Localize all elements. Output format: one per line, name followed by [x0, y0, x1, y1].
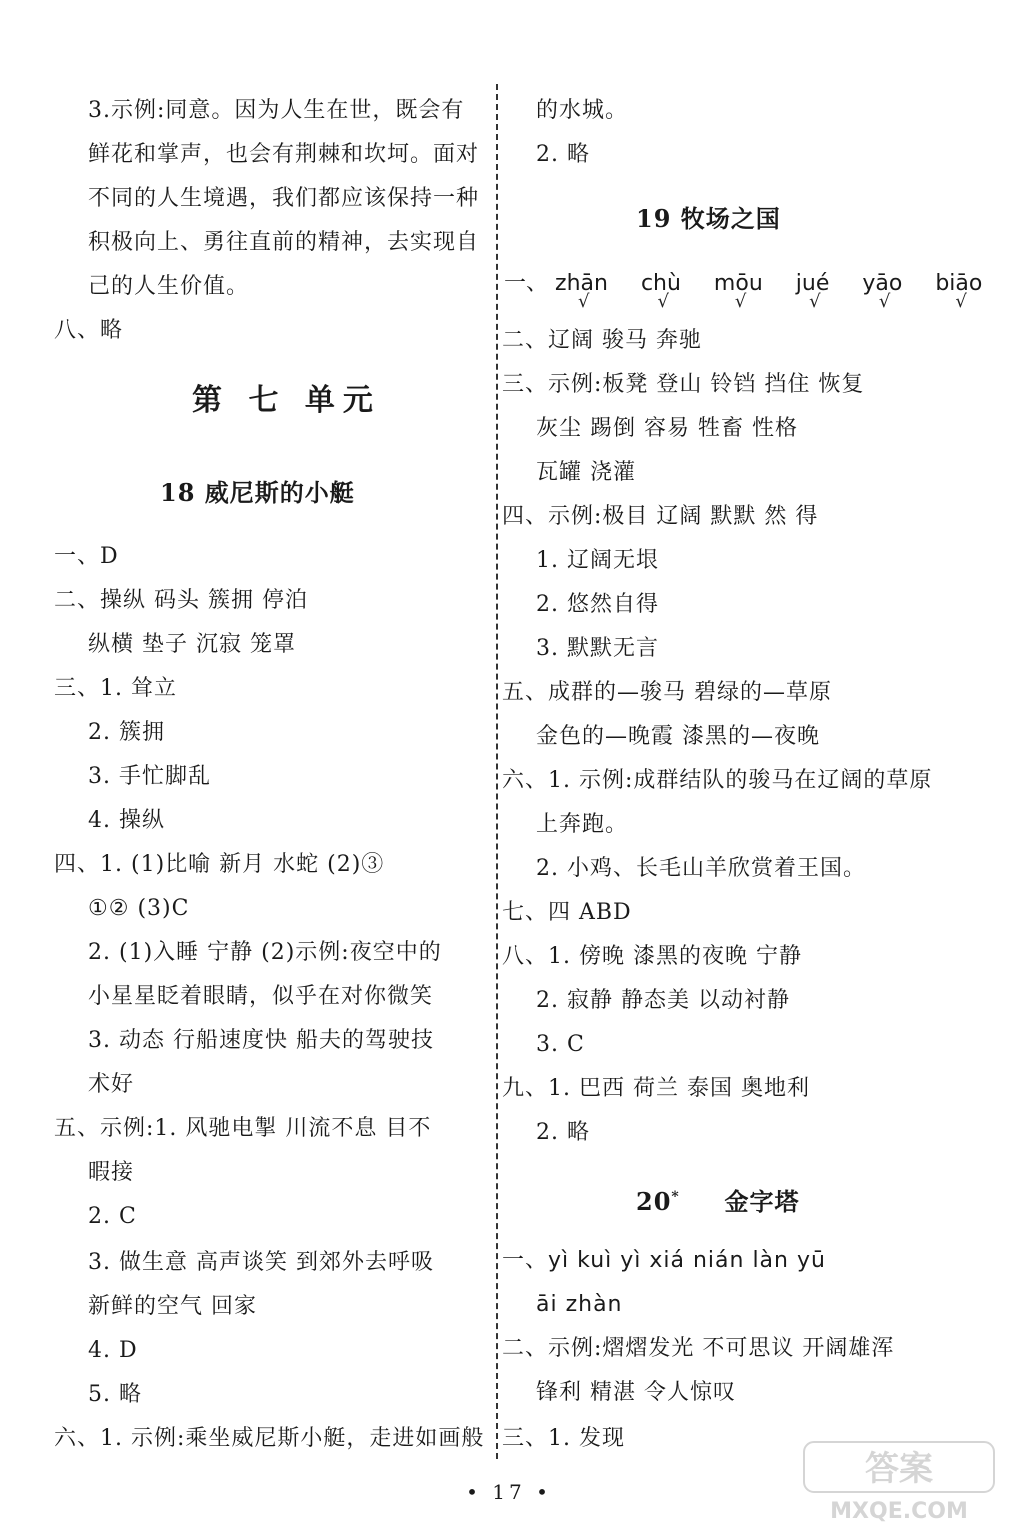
answer-line: 上奔跑。: [536, 812, 629, 837]
answer-line: 2. 略: [536, 1120, 590, 1145]
watermark-logo: [794, 1436, 1004, 1526]
answer-line: ①② (3)C: [88, 896, 190, 921]
answer-line: 新鲜的空气 回家: [88, 1294, 257, 1319]
answer-line: 四、示例:极目 辽阔 默默 然 得: [502, 504, 819, 529]
answer-line: 2. 悠然自得: [536, 592, 659, 617]
answer-line: 2. 略: [536, 142, 590, 167]
pinyin-choice: yāo √: [862, 271, 903, 312]
pinyin-choice: jué √: [795, 271, 830, 312]
lesson-title: 18 威尼斯的小艇: [160, 478, 355, 507]
answer-line: 三、1. 发现: [502, 1426, 625, 1451]
column-divider: [496, 84, 498, 1459]
answer-line: 术好: [88, 1072, 135, 1097]
answer-line: 六、1. 示例:乘坐威尼斯小艇，走进如画般: [54, 1426, 485, 1451]
page-number: • 17 •: [466, 1480, 552, 1504]
check-icon: √: [809, 291, 821, 312]
lesson-number: 20: [636, 1187, 672, 1216]
answer-line: 2. (1)入睡 宁静 (2)示例:夜空中的: [88, 940, 442, 965]
answer-line: 2. 小鸡、长毛山羊欣赏着王国。: [536, 856, 866, 881]
answer-line: 八、1. 傍晚 漆黑的夜晚 宁静: [502, 944, 802, 969]
pinyin-choice: chù √: [640, 271, 681, 312]
answer-line: 四、1. (1)比喻 新月 水蛇 (2)③: [54, 852, 385, 877]
answer-line: 二、操纵 码头 簇拥 停泊: [54, 588, 308, 613]
watermark-top: 答案: [865, 1449, 933, 1489]
answer-line: 5. 略: [88, 1382, 142, 1407]
answer-line: 1. 辽阔无垠: [536, 548, 659, 573]
answer-line: 3. 做生意 高声谈笑 到郊外去呼吸: [88, 1250, 434, 1275]
answer-line: 鲜花和掌声，也会有荆棘和坎坷。面对: [88, 142, 480, 167]
item-prefix: 一、: [504, 271, 549, 296]
pinyin-choice: mōu √: [713, 271, 763, 312]
pinyin-row: [504, 266, 1008, 312]
answer-line: 八、略: [54, 318, 124, 343]
answer-line: 二、示例:熠熠发光 不可思议 开阔雄浑: [502, 1336, 895, 1361]
answer-line: 4. D: [88, 1338, 138, 1363]
answer-line: 3. 动态 行船速度快 船夫的驾驶技: [88, 1028, 434, 1053]
check-icon: √: [734, 291, 747, 312]
pinyin-choice: biāo √: [935, 271, 983, 312]
check-icon: √: [657, 291, 669, 312]
answer-line: 2. 簇拥: [88, 720, 165, 745]
answer-line: āi zhàn: [536, 1292, 623, 1317]
answer-line: 的水城。: [536, 98, 629, 123]
answer-line: 2. 寂静 静态美 以动衬静: [536, 988, 790, 1013]
unit-title: 第 七 单元: [192, 383, 381, 418]
answer-line: 不同的人生境遇，我们都应该保持一种: [88, 186, 480, 211]
watermark-bottom: MXQE.COM: [830, 1499, 968, 1524]
pinyin-choice: zhān √: [555, 271, 608, 312]
answer-line: 3. 默默无言: [536, 636, 659, 661]
answer-line: 二、辽阔 骏马 奔驰: [502, 328, 702, 353]
answer-line: 暇接: [88, 1160, 135, 1185]
lesson-name: 金字塔: [724, 1187, 800, 1216]
answer-line: 锋利 精湛 令人惊叹: [536, 1380, 736, 1405]
answer-line: 三、1. 耸立: [54, 676, 177, 701]
answer-line: 灰尘 踢倒 容易 牲畜 性格: [536, 416, 798, 441]
answer-line: 九、1. 巴西 荷兰 泰国 奥地利: [502, 1076, 810, 1101]
answer-line: 3.示例:同意。因为人生在世，既会有: [88, 98, 465, 123]
answer-line: 3. 手忙脚乱: [88, 764, 211, 789]
answer-line: 积极向上、勇往直前的精神，去实现自: [88, 230, 480, 255]
check-icon: √: [878, 291, 891, 312]
answer-line: 小星星眨着眼睛，似乎在对你微笑: [88, 984, 434, 1009]
check-icon: √: [578, 291, 590, 312]
answer-line: 五、成群的—骏马 碧绿的—草原: [502, 680, 832, 705]
answer-line: 七、四 ABD: [502, 900, 632, 925]
answer-line: 纵横 垫子 沉寂 笼罩: [88, 632, 296, 657]
answer-line: 五、示例:1. 风驰电掣 川流不息 目不: [54, 1116, 432, 1141]
answer-line: 3. C: [536, 1032, 585, 1057]
lesson-title: [636, 1182, 799, 1217]
lesson-title: 19 牧场之国: [636, 204, 781, 233]
answer-line: 己的人生价值。: [88, 274, 250, 299]
answer-line: 4. 操纵: [88, 808, 165, 833]
answer-line: 六、1. 示例:成群结队的骏马在辽阔的草原: [502, 768, 933, 793]
answer-line: 一、yì kuì yì xiá nián làn yū: [502, 1248, 826, 1273]
optional-lesson-marker: *: [671, 1189, 680, 1205]
answer-line: 一、D: [54, 544, 119, 569]
answer-line: 金色的—晚霞 漆黑的—夜晚: [536, 724, 820, 749]
answer-line: 瓦罐 浇灌: [536, 460, 636, 485]
answer-line: 2. C: [88, 1204, 137, 1229]
answer-line: 三、示例:板凳 登山 铃铛 挡住 恢复: [502, 372, 865, 397]
check-icon: √: [955, 291, 967, 312]
